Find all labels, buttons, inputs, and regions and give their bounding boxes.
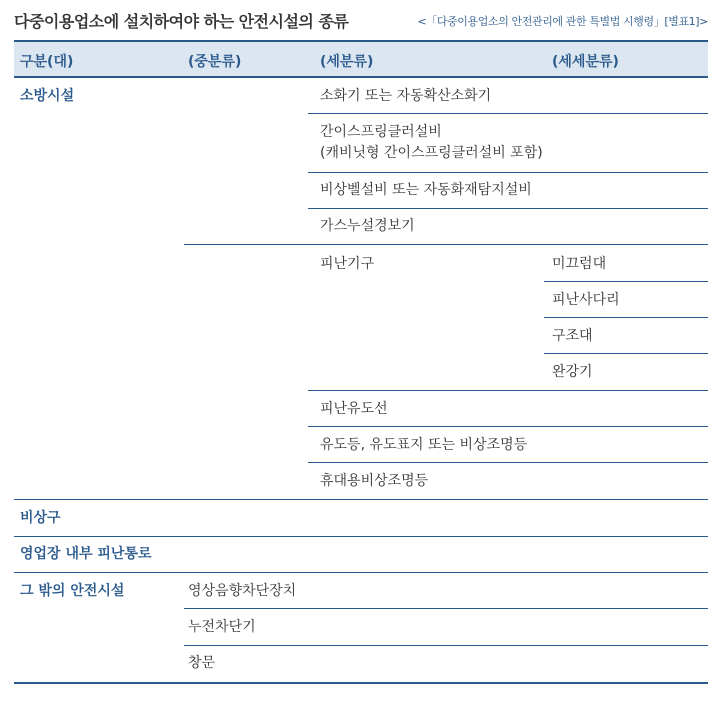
title-row — [14, 0, 708, 40]
row-divider — [184, 608, 708, 609]
safety-facilities-table — [14, 0, 708, 671]
item-other: 누전차단기 — [188, 619, 256, 635]
category-fire: 소방시설 — [20, 88, 75, 104]
detail-divider — [544, 353, 708, 354]
item-alarm: 비상벨설비 또는 자동화재탐지설비 — [320, 182, 532, 198]
row-divider — [308, 462, 708, 463]
category-divider — [14, 499, 708, 500]
item-sprinkler-line2: (캐비닛형 간이스프링클러설비 포함) — [320, 145, 543, 161]
evac-tool-detail: 구조대 — [552, 328, 593, 344]
item-other: 창문 — [188, 655, 216, 671]
row-divider — [184, 645, 708, 646]
evac-tool-detail: 피난사다리 — [552, 292, 620, 308]
category-divider — [14, 536, 708, 537]
category-divider — [14, 572, 708, 573]
row-divider — [308, 113, 708, 114]
header-detail: (세세분류) — [552, 54, 619, 70]
evac-tool-detail: 미끄럼대 — [552, 256, 607, 272]
category-evac-route: 영업장 내부 피난통로 — [20, 546, 152, 562]
item-guide-light: 유도등, 유도표지 또는 비상조명등 — [320, 437, 528, 453]
header-middle: (중분류) — [188, 54, 242, 70]
row-divider — [308, 172, 708, 173]
item-sprinkler-line1: 간이스프링클러설비 — [320, 124, 442, 140]
item-evac-tools: 피난기구 — [320, 256, 375, 272]
category-exit: 비상구 — [20, 510, 61, 526]
item-evac-guide-line: 피난유도선 — [320, 401, 388, 417]
header-minor: (세분류) — [320, 54, 374, 70]
header-major: 구분(대) — [20, 54, 74, 70]
row-divider — [308, 426, 708, 427]
item-gas-detector: 가스누설경보기 — [320, 218, 415, 234]
row-divider — [308, 390, 708, 391]
bottom-rule — [14, 682, 708, 684]
row-divider — [308, 208, 708, 209]
detail-divider — [544, 317, 708, 318]
evac-tool-detail: 완강기 — [552, 364, 593, 380]
item-other: 영상음향차단장치 — [188, 583, 297, 599]
item-portable-light: 휴대용비상조명등 — [320, 473, 429, 489]
page-title: 다중이용업소에 설치하여야 하는 안전시설의 종류 — [14, 12, 349, 31]
source-reference: <「다중이용업소의 안전관리에 관한 특별법 시행령」[별표1]> — [417, 15, 708, 28]
category-other: 그 밖의 안전시설 — [20, 583, 125, 599]
group-divider — [184, 244, 708, 245]
table-header — [14, 42, 708, 78]
detail-divider — [544, 281, 708, 282]
item-extinguisher: 소화기 또는 자동확산소화기 — [320, 88, 492, 104]
